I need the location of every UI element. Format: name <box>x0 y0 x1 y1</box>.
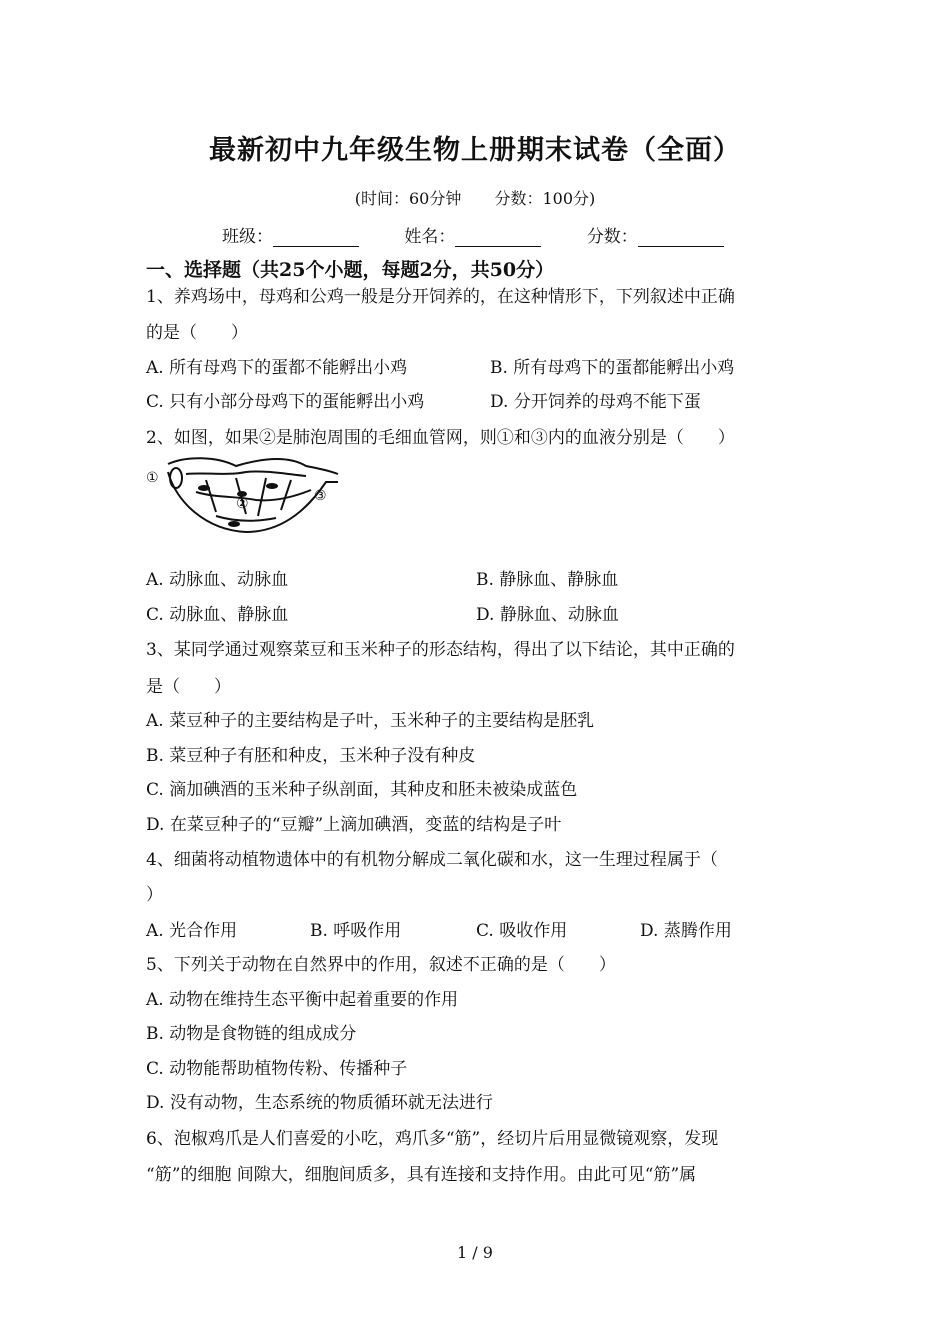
q3-option-d: D. 在菜豆种子的“豆瓣”上滴加碘酒，变蓝的结构是子叶 <box>146 815 562 835</box>
q4-stem-line2: ） <box>146 885 163 905</box>
q3-option-b: B. 菜豆种子有胚和种皮，玉米种子没有种皮 <box>146 746 476 766</box>
capillary-network-figure <box>146 452 346 538</box>
q4-option-c: C. 吸收作用 <box>476 921 568 941</box>
blood-cell-shape <box>228 521 240 527</box>
q3-option-c: C. 滴加碘酒的玉米种子纵剖面，其种皮和胚未被染成蓝色 <box>146 780 578 800</box>
page-number: 1 / 9 <box>457 1243 493 1262</box>
q2-option-c: C. 动脉血、静脉血 <box>146 605 289 625</box>
q5-option-c: C. 动物能帮助植物传粉、传播种子 <box>146 1059 408 1079</box>
q3-stem-line1: 3、某同学通过观察菜豆和玉米种子的形态结构，得出了以下结论，其中正确的 <box>146 640 735 660</box>
q3-option-a: A. 菜豆种子的主要结构是子叶，玉米种子的主要结构是胚乳 <box>146 711 595 731</box>
q5-stem: 5、下列关于动物在自然界中的作用，叙述不正确的是（ ） <box>146 955 616 975</box>
class-label: 班级： <box>222 227 273 247</box>
q1-option-c: C. 只有小部分母鸡下的蛋能孵出小鸡 <box>146 392 425 412</box>
blood-cell-shape <box>198 485 210 491</box>
q2-option-d: D. 静脉血、动脉血 <box>476 605 619 625</box>
name-field <box>404 222 541 247</box>
q5-option-b: B. 动物是食物链的组成成分 <box>146 1024 357 1044</box>
q4-option-d: D. 蒸腾作用 <box>640 921 732 941</box>
exam-time: (时间：60分钟 <box>354 189 462 208</box>
q3-stem-line2: 是（ ） <box>146 677 231 697</box>
q1-option-a: A. 所有母鸡下的蛋都不能孵出小鸡 <box>146 358 408 378</box>
q2-option-b: B. 静脉血、静脉血 <box>476 570 619 590</box>
figure-label-1: ① <box>146 470 159 486</box>
q4-option-a: A. 光合作用 <box>146 921 238 941</box>
figure-label-2: ② <box>236 496 249 512</box>
exam-total-score: 分数：100分) <box>494 189 596 208</box>
name-blank <box>455 230 541 247</box>
q1-option-b: B. 所有母鸡下的蛋都能孵出小鸡 <box>490 358 735 378</box>
score-blank <box>638 230 724 247</box>
q2-stem: 2、如图，如果②是肺泡周围的毛细血管网，则①和③内的血液分别是（ ） <box>146 428 735 448</box>
class-field <box>222 222 359 247</box>
score-label: 分数： <box>586 227 638 247</box>
page-title: 最新初中九年级生物上册期末试卷（全面） <box>209 135 741 166</box>
q1-stem-line1: 1、养鸡场中，母鸡和公鸡一般是分开饲养的，在这种情形下，下列叙述中正确 <box>146 287 735 307</box>
figure-label-3: ③ <box>314 488 327 504</box>
q1-option-d: D. 分开饲养的母鸡不能下蛋 <box>490 392 701 412</box>
name-label: 姓名： <box>404 227 456 247</box>
q6-stem-line1: 6、泡椒鸡爪是人们喜爱的小吃，鸡爪多“筋”，经切片后用显微镜观察，发现 <box>146 1129 719 1149</box>
student-info-fields <box>222 222 764 247</box>
class-blank <box>273 230 359 247</box>
q5-option-a: A. 动物在维持生态平衡中起着重要的作用 <box>146 990 459 1010</box>
q5-option-d: D. 没有动物，生态系统的物质循环就无法进行 <box>146 1093 493 1113</box>
section-title: 一、选择题（共25个小题，每题2分，共50分） <box>146 259 555 281</box>
q4-stem-line1: 4、细菌将动植物遗体中的有机物分解成二氧化碳和水，这一生理过程属于（ <box>146 850 718 870</box>
q2-option-a: A. 动脉血、动脉血 <box>146 570 289 590</box>
q6-stem-line2: “筋”的细胞 间隙大，细胞间质多，具有连接和支持作用。由此可见“筋”属 <box>146 1165 697 1185</box>
blood-cell-shape <box>266 483 278 489</box>
score-field <box>587 222 724 247</box>
exam-meta <box>0 186 950 209</box>
q1-stem-line2: 的是（ ） <box>146 323 248 343</box>
q4-option-b: B. 呼吸作用 <box>310 921 402 941</box>
